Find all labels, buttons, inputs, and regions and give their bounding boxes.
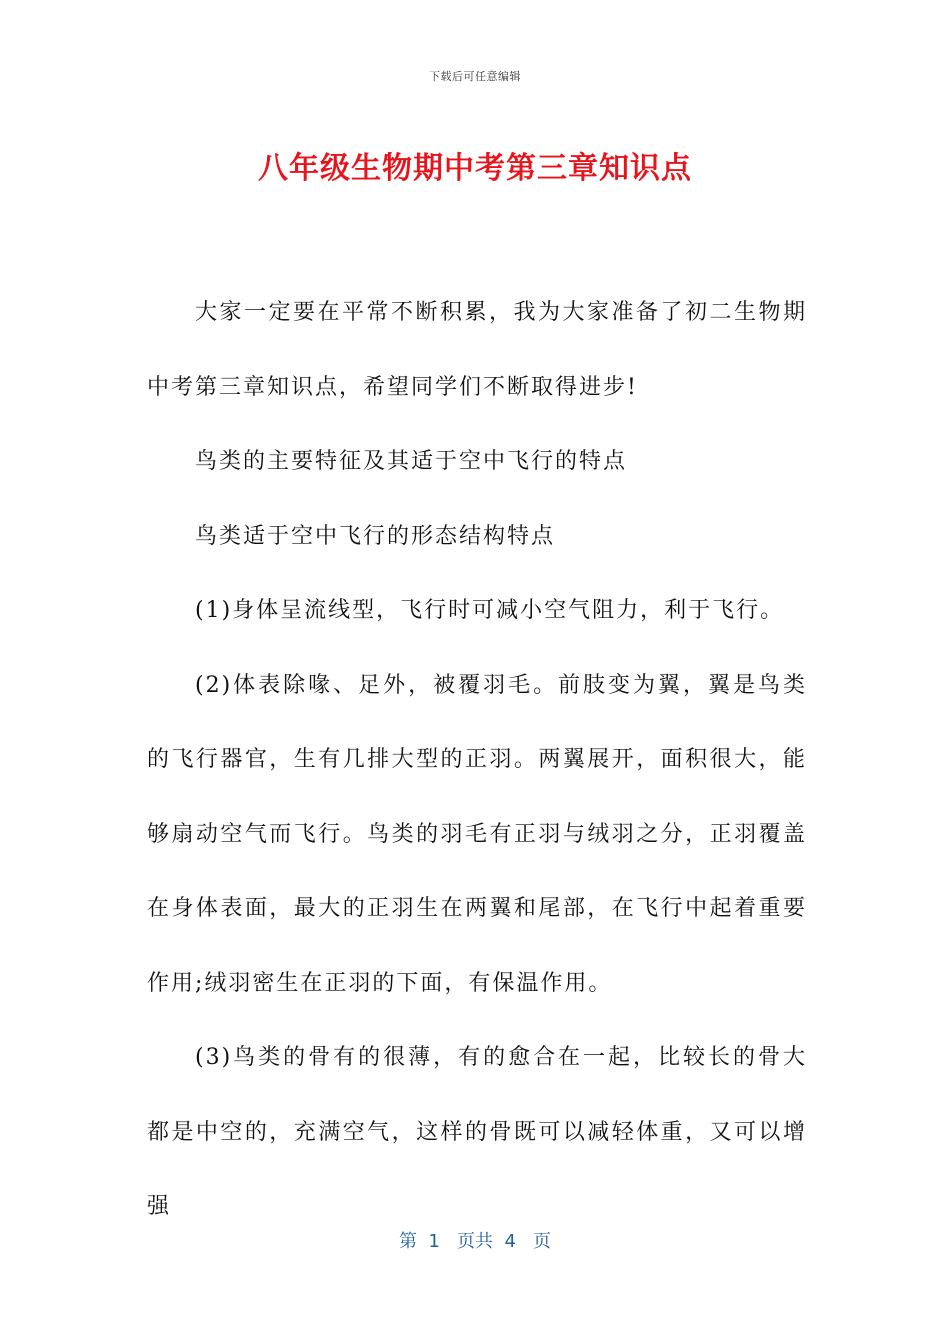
page-number-footer: 第 1 页共 4 页 xyxy=(398,1231,552,1252)
paragraph-intro: 大家一定要在平常不断积累，我为大家准备了初二生物期中考第三章知识点，希望同学们不断取得进步! xyxy=(147,300,807,400)
document-title: 八年级生物期中考第三章知识点 xyxy=(258,151,692,186)
paragraph-point-3: (3)鸟类的骨有的很薄，有的愈合在一起，比较长的骨大都是中空的，充满空气，这样的骨既可以减轻体重，又可以增强 xyxy=(147,1045,807,1219)
document-body xyxy=(147,276,807,1245)
paragraph-point-1: (1)身体呈流线型，飞行时可减小空气阻力，利于飞行。 xyxy=(195,598,785,623)
paragraph-point-2: (2)体表除喙、足外，被覆羽毛。前肢变为翼，翼是鸟类的飞行器官，生有几排大型的正羽。两翼展开，面积很大，能够扇动空气而飞行。鸟类的羽毛有正羽与绒羽之分，正羽覆盖在身体表面，最大的正羽生在两翼和尾部，在飞行中起着重要作用;绒羽密生在正羽的下面，有保温作用。 xyxy=(147,672,807,996)
paragraph-heading-bird-features: 鸟类的主要特征及其适于空中飞行的特点 xyxy=(195,449,628,474)
paragraph-subheading-flight-structure: 鸟类适于空中飞行的形态结构特点 xyxy=(195,523,556,549)
header-note: 下载后可任意编辑 xyxy=(429,70,521,83)
